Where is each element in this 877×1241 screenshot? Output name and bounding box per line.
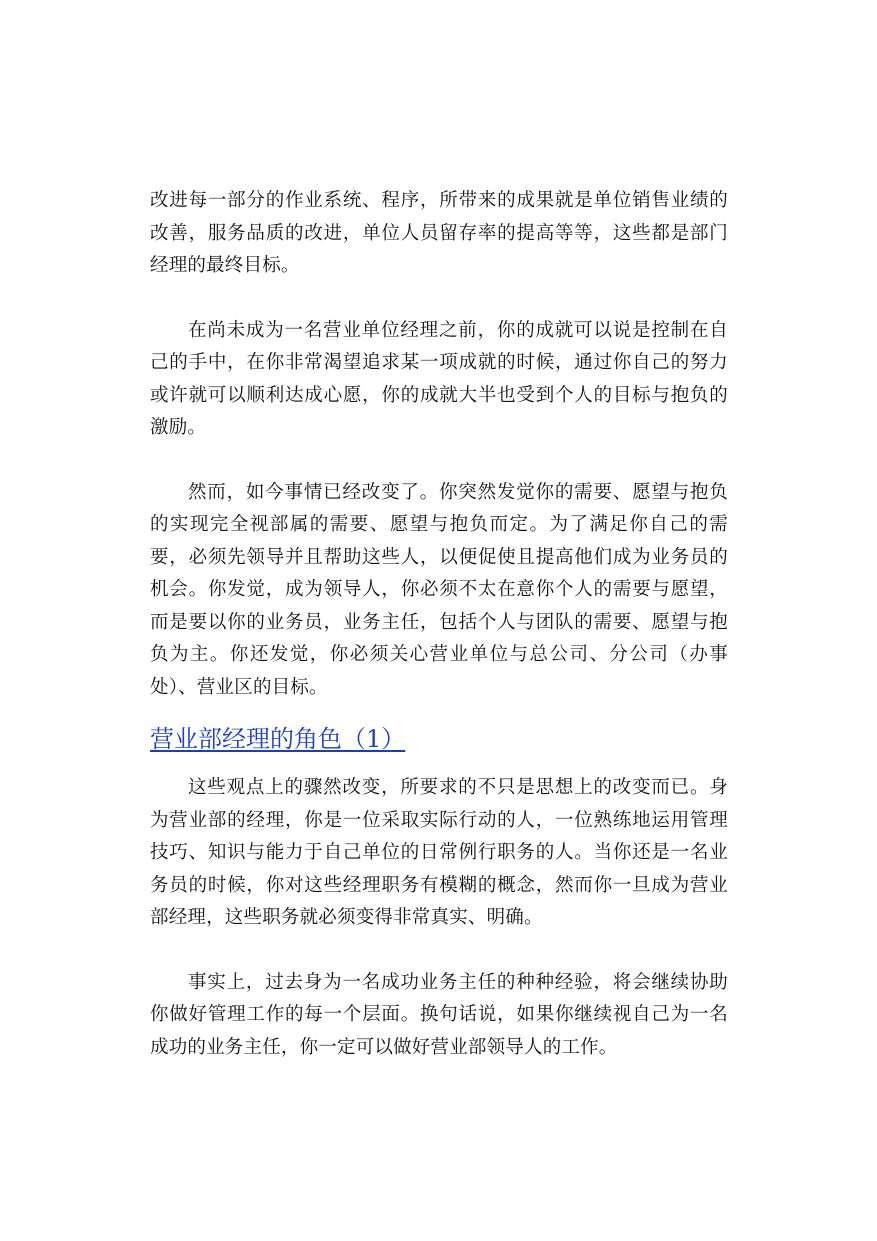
- paragraph-3: 然而，如今事情已经改变了。你突然发觉你的需要、愿望与抱负的实现完全视部属的需要、愿望与抱负而定。为了满足你自己的需要，必须先领导并且帮助这些人，以便促使且提高他们成为业务员的机会。你发觉，成为领导人，你必须不太在意你个人的需要与愿望，而是要以你的业务员，业务主任，包括个人与团队的需要、愿望与抱负为主。你还发觉，你必须关心营业单位与总公司、分公司（办事处）、营业区的目标。: [150, 481, 728, 698]
- paragraph-1: 改进每一部分的作业系统、程序，所带来的成果就是单位销售业绩的改善，服务品质的改进，单位人员留存率的提高等等，这些都是部门经理的最终目标。: [150, 190, 728, 276]
- section-heading: [150, 722, 728, 756]
- document-body: [150, 185, 728, 1064]
- paragraph-2: 在尚未成为一名营业单位经理之前，你的成就可以说是控制在自己的手中，在你非常渴望追求某一项成就的时候，通过你自己的努力或许就可以顺利达成心愿，你的成就大半也受到个人的目标与抱负的激励。: [150, 319, 728, 438]
- paragraph-5: 事实上，过去身为一名成功业务主任的种种经验，将会继续协助你做好管理工作的每一个层面。换句话说，如果你继续视自己为一名成功的业务主任，你一定可以做好营业部领导人的工作。: [150, 971, 728, 1058]
- section-heading-link[interactable]: 营业部经理的角色（1）: [150, 725, 406, 753]
- paragraph-4: 这些观点上的骤然改变，所要求的不只是思想上的改变而已。身为营业部的经理，你是一位采取实际行动的人，一位熟练地运用管理技巧、知识与能力于自己单位的日常例行职务的人。当你还是一名业务员的时候，你对这些经理职务有模糊的概念，然而你一旦成为营业部经理，这些职务就必须变得非常真实、明确。: [150, 777, 728, 928]
